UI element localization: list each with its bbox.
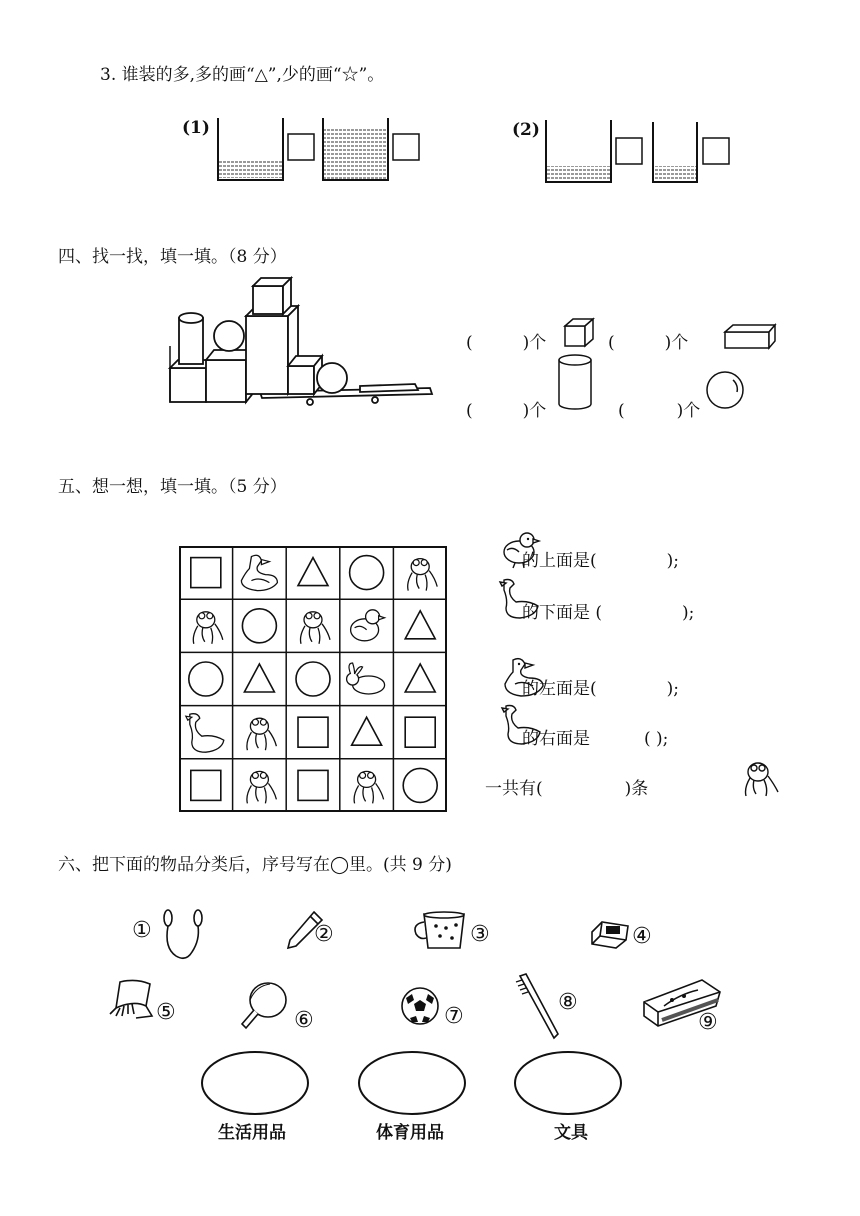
category-ovals [0, 1050, 860, 1120]
position-grid [179, 546, 447, 812]
item-6-number: ⑥ [294, 1008, 314, 1033]
grid-cell-square [191, 558, 221, 588]
group-1-label: (1) [182, 118, 210, 138]
fill-sphere: ( )个 [618, 401, 701, 421]
grid-cell-circle [350, 556, 384, 590]
oval-stationery[interactable] [515, 1052, 621, 1114]
cuboid-icon [722, 322, 778, 352]
section-5-heading: 五、想一想，填一填。（5 分） [58, 477, 287, 497]
cube-icon [563, 318, 597, 348]
item-4-number: ④ [632, 924, 652, 949]
answer-box-1b[interactable] [393, 134, 419, 160]
grid-cell-triangle [244, 664, 274, 692]
soccer-ball-icon[interactable] [400, 986, 440, 1026]
grid-cell-duck-icon [241, 555, 277, 590]
ping-pong-paddle-icon[interactable] [236, 980, 290, 1030]
count-goldfish: 一共有( )条 [485, 779, 649, 799]
fill-cylinder: ( )个 [466, 401, 547, 421]
grid-cell-square [405, 717, 435, 747]
grid-cell-rabbit-icon [347, 663, 385, 694]
item-2-number: ② [314, 922, 334, 947]
jump-rope-icon[interactable] [158, 908, 208, 964]
blocks-figure [160, 276, 460, 416]
fill-cuboid: ( )个 [608, 333, 689, 353]
towel-icon[interactable] [106, 978, 156, 1022]
grid-cell-goldfish-icon [408, 559, 438, 591]
container-1b [323, 118, 388, 180]
item-1-number: ① [132, 918, 152, 943]
grid-cell-goldfish-icon [354, 771, 384, 803]
section-6-heading: 六、把下面的物品分类后，序号写在◯里。(共 9 分) [58, 855, 452, 875]
group-2-label: (2) [512, 120, 540, 140]
answer-box-2b[interactable] [703, 138, 729, 164]
grid-cell-triangle [405, 611, 435, 639]
category-sports-label: 体育用品 [376, 1123, 444, 1143]
containers-figure [0, 0, 860, 200]
container-2b [653, 122, 697, 182]
question-right: 的右面是 ( ); [522, 729, 669, 749]
grid-cell-goldfish-icon [247, 718, 277, 750]
item-7-number: ⑦ [444, 1004, 464, 1029]
category-daily-label: 生活用品 [218, 1123, 286, 1143]
eraser-icon[interactable] [588, 918, 632, 952]
grid-cell-goose-icon [186, 714, 224, 753]
item-9-number: ⑨ [698, 1010, 718, 1035]
answer-box-2a[interactable] [616, 138, 642, 164]
item-8-number: ⑧ [558, 990, 578, 1015]
grid-cell-triangle [298, 558, 328, 586]
question-below: 的下面是 ( ); [522, 603, 695, 623]
section-4-heading: 四、找一找，填一填。（8 分） [58, 247, 287, 267]
grid-cell-square [191, 770, 221, 800]
item-5-number: ⑤ [156, 1000, 176, 1025]
sphere-icon [705, 370, 747, 412]
oval-sports[interactable] [359, 1052, 465, 1114]
container-1a [218, 118, 283, 180]
cylinder-icon [557, 352, 593, 412]
grid-cell-square [298, 717, 328, 747]
blank-right[interactable]: ( ); [644, 729, 669, 749]
grid-cell-circle [242, 609, 276, 643]
category-stationery-label: 文具 [554, 1123, 588, 1143]
container-2a [546, 120, 611, 182]
item-3-number: ③ [470, 922, 490, 947]
question-3-text: 3. 谁装的多,多的画“△”,少的画“☆”。 [100, 65, 385, 85]
answer-box-1a[interactable] [288, 134, 314, 160]
question-above: 的上面是( ); [522, 551, 680, 571]
oval-daily[interactable] [202, 1052, 308, 1114]
position-grid-svg [179, 546, 447, 812]
goldfish-icon [738, 756, 782, 798]
question-left: 的左面是( ); [522, 679, 680, 699]
grid-cell-circle [296, 662, 330, 696]
grid-cell-square [298, 770, 328, 800]
grid-cell-goldfish-icon [301, 612, 331, 644]
grid-cell-goldfish-icon [247, 771, 277, 803]
grid-cell-circle [403, 768, 437, 802]
grid-cell-triangle [352, 717, 382, 745]
grid-cell-chick-icon [351, 610, 385, 641]
fill-cube: ( )个 [466, 333, 547, 353]
toothbrush-icon[interactable] [516, 972, 562, 1042]
grid-cell-goldfish-icon [193, 612, 223, 644]
cup-icon[interactable] [410, 910, 470, 952]
grid-cell-triangle [405, 664, 435, 692]
grid-cell-circle [189, 662, 223, 696]
